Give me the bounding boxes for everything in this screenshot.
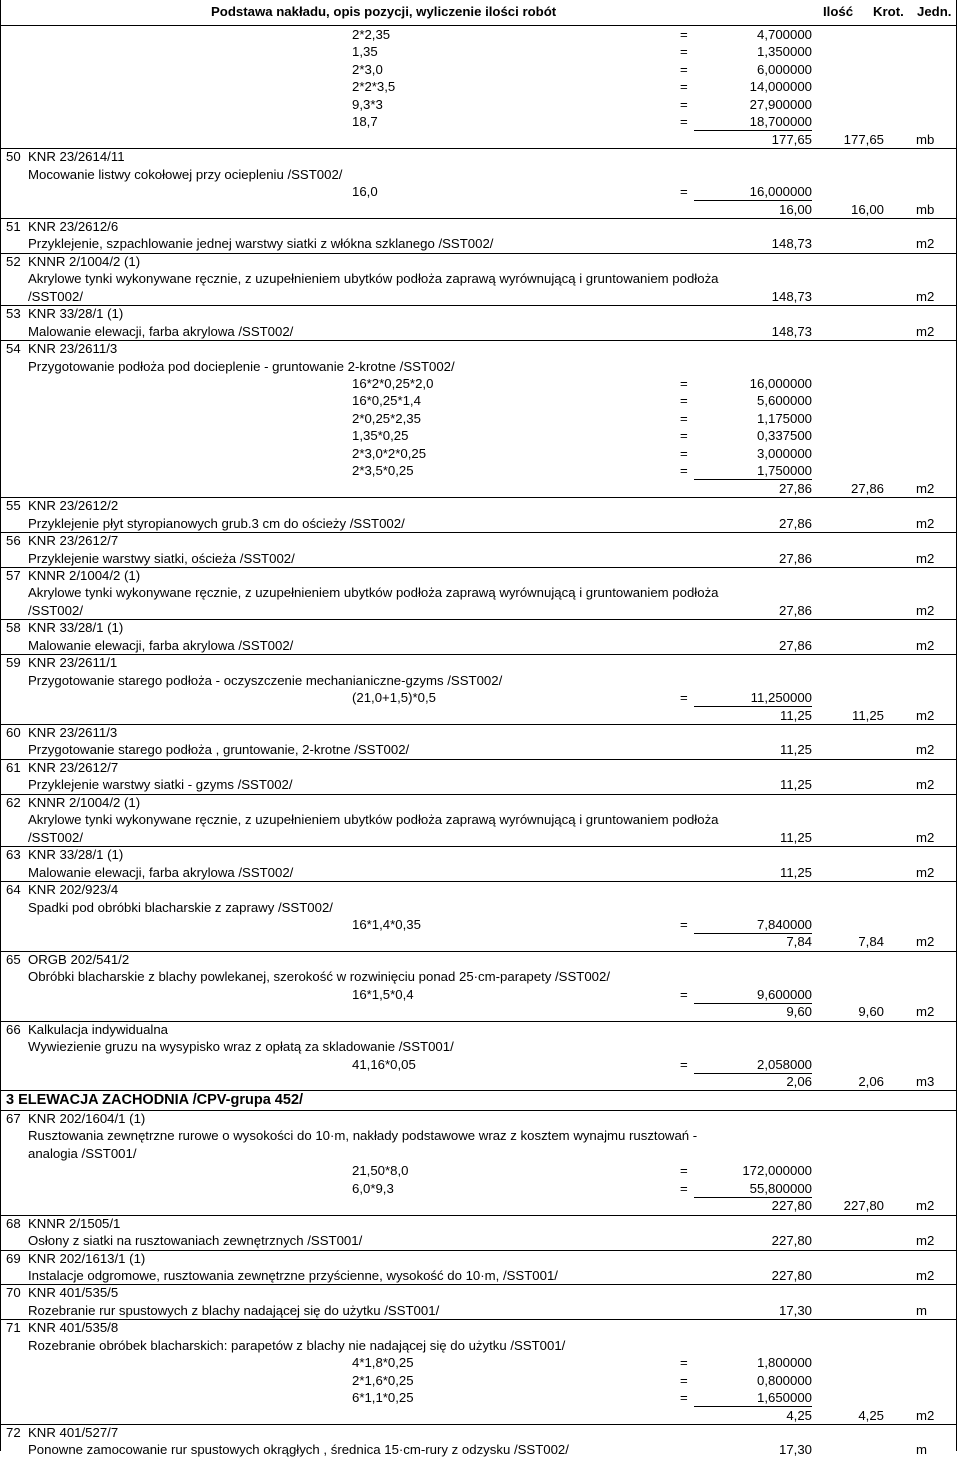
calc-value: 6,000000 xyxy=(756,61,812,77)
item-quantity: 27,86 xyxy=(778,550,812,566)
calc-value: 0,800000 xyxy=(756,1372,812,1388)
item-description: Przygotowanie starego podłoża - oczyszczenie mechanianiczne-gzyms /SST002/ xyxy=(28,672,503,688)
item-code: KNR 23/2612/2 xyxy=(28,498,119,514)
calc-equals: = xyxy=(680,445,688,461)
calc-equals: = xyxy=(680,1056,688,1072)
row-separator xyxy=(0,1424,957,1425)
calc-value: 16,000000 xyxy=(749,376,812,391)
item-quantity: 16,00 xyxy=(778,201,812,217)
item-unit: m2 xyxy=(916,864,935,880)
item-unit: m xyxy=(916,1302,927,1318)
calc-expression: 4*1,8*0,25 xyxy=(352,1355,414,1371)
item-unit: m3 xyxy=(916,1074,935,1089)
item-description-cont: /SST002/ xyxy=(28,829,83,845)
item-unit: m2 xyxy=(916,707,935,723)
calc-value: 55,800000 xyxy=(749,1180,812,1196)
row-separator xyxy=(0,724,957,725)
item-code: KNR 401/527/7 xyxy=(28,1425,119,1440)
item-code: KNR 23/2611/1 xyxy=(28,655,118,671)
row-separator xyxy=(0,654,957,655)
item-quantity: 11,25 xyxy=(779,777,812,793)
item-description: Przyklejenie warstwy siatki - gzyms /SST002/ xyxy=(28,777,293,793)
item-unit: m2 xyxy=(916,602,935,618)
item-number: 53 xyxy=(6,306,21,322)
item-quantity: 9,60 xyxy=(786,1004,812,1020)
item-description: Przygotowanie podłoża pod docieplenie - gruntowanie 2-krotne /SST002/ xyxy=(28,358,455,374)
item-unit: m2 xyxy=(916,480,935,496)
row-separator xyxy=(0,497,957,498)
calc-expression: 2*1,6*0,25 xyxy=(352,1372,414,1388)
item-code: KNR 401/535/5 xyxy=(28,1285,119,1301)
calc-expression: 16,0 xyxy=(352,184,378,200)
item-code: ORGB 202/541/2 xyxy=(28,951,130,967)
row-separator xyxy=(0,1319,957,1320)
item-unit: m2 xyxy=(916,515,935,531)
item-quantity: 148,73 xyxy=(771,236,812,252)
item-description: Malowanie elewacji, farba akrylowa /SST002/ xyxy=(28,864,294,880)
item-multiplier: 2,06 xyxy=(858,1074,884,1089)
calc-value: 0,337500 xyxy=(756,428,812,444)
calc-value: 1,650000 xyxy=(756,1390,812,1406)
item-unit: m2 xyxy=(916,550,935,566)
item-quantity: 227,80 xyxy=(771,1233,812,1249)
calc-equals: = xyxy=(680,1163,688,1179)
item-code: KNR 401/535/8 xyxy=(28,1320,119,1336)
calc-expression: 16*0,25*1,4 xyxy=(352,393,421,409)
item-description-cont: analogia /SST001/ xyxy=(28,1145,137,1161)
calc-equals: = xyxy=(680,690,688,706)
item-code: KNR 23/2611/3 xyxy=(28,725,118,740)
calc-equals: = xyxy=(680,393,688,409)
item-unit: m2 xyxy=(916,323,935,339)
item-number: 50 xyxy=(6,149,21,165)
row-separator xyxy=(0,340,957,341)
item-number: 56 xyxy=(6,533,21,549)
item-number: 70 xyxy=(6,1285,21,1301)
item-quantity: 177,65 xyxy=(771,131,812,147)
calc-equals: = xyxy=(680,1390,688,1406)
item-description: Spadki pod obróbki blacharskie z zaprawy /SST002/ xyxy=(28,899,333,915)
row-separator xyxy=(0,567,957,568)
item-unit: m2 xyxy=(916,742,935,758)
item-number: 60 xyxy=(6,725,21,740)
item-description: Osłony z siatki na rusztowaniach zewnętrznych /SST001/ xyxy=(28,1233,363,1249)
item-unit: m2 xyxy=(916,1004,935,1020)
item-description: Mocowanie listwy cokołowej przy ociepleniu /SST002/ xyxy=(28,166,343,182)
item-quantity: 4,25 xyxy=(786,1407,812,1423)
item-code: KNNR 2/1505/1 xyxy=(28,1215,121,1231)
item-multiplier: 227,80 xyxy=(843,1198,884,1214)
row-separator xyxy=(0,218,957,219)
item-number: 62 xyxy=(6,794,21,810)
item-number: 68 xyxy=(6,1215,21,1231)
calc-expression: 2*3,5*0,25 xyxy=(352,463,414,479)
item-number: 58 xyxy=(6,620,21,636)
item-code: KNNR 2/1004/2 (1) xyxy=(28,567,141,583)
header-description: Podstawa nakładu, opis pozycji, wyliczenie ilości robót xyxy=(211,4,557,19)
item-code: KNR 23/2611/3 xyxy=(28,341,118,357)
item-unit: mb xyxy=(916,201,935,217)
header-quantity: Ilość xyxy=(823,4,854,19)
item-unit: m2 xyxy=(916,1198,935,1214)
row-separator xyxy=(0,881,957,882)
item-number: 67 xyxy=(6,1110,21,1126)
calc-equals: = xyxy=(680,61,688,77)
item-quantity: 11,25 xyxy=(779,707,812,723)
calc-value: 172,000000 xyxy=(742,1163,812,1179)
item-quantity: 11,25 xyxy=(779,864,812,880)
item-description: Akrylowe tynki wykonywane ręcznie, z uzupełnieniem ubytków podłoża zaprawą wyrównującą i gruntowaniem podłoża xyxy=(28,585,719,601)
calc-expression: 41,16*0,05 xyxy=(352,1056,416,1072)
item-description: Przyklejenie płyt styropianowych grub.3 cm do ościeży /SST002/ xyxy=(28,515,405,531)
item-description: Obróbki blacharskie z blachy powlekanej, szerokość w rozwinięciu ponad 25·cm-parapety /SST002/ xyxy=(28,969,610,985)
item-unit: m2 xyxy=(916,1407,935,1423)
row-separator xyxy=(0,532,957,533)
calc-value: 5,600000 xyxy=(756,393,812,409)
item-code: KNR 202/1613/1 (1) xyxy=(28,1250,146,1266)
calc-expression: 6,0*9,3 xyxy=(352,1180,394,1196)
item-quantity: 7,84 xyxy=(786,934,812,950)
item-quantity: 148,73 xyxy=(771,323,812,339)
calc-expression: (21,0+1,5)*0,5 xyxy=(352,690,436,706)
calc-value: 16,000000 xyxy=(749,184,812,200)
item-description: Ponowne zamocowanie rur spustowych okrągłych , średnica 15·cm-rury z odzysku /SST002/ xyxy=(28,1442,569,1457)
calc-value: 4,700000 xyxy=(756,27,812,42)
item-code: Kalkulacja indywidualna xyxy=(28,1021,169,1037)
calc-value: 1,350000 xyxy=(756,44,812,60)
section-title: 3 ELEWACJA ZACHODNIA /CPV-grupa 452/ xyxy=(6,1092,304,1109)
item-unit: m2 xyxy=(916,1233,935,1249)
calc-value: 1,750000 xyxy=(756,463,812,479)
item-code: KNR 33/28/1 (1) xyxy=(28,847,124,863)
calc-equals: = xyxy=(680,1180,688,1196)
item-multiplier: 4,25 xyxy=(858,1407,884,1423)
item-quantity: 148,73 xyxy=(771,288,812,304)
row-separator xyxy=(0,1215,957,1216)
calc-value: 2,058000 xyxy=(756,1056,812,1072)
table-header xyxy=(0,0,957,26)
item-description: Instalacje odgromowe, rusztowania zewnętrzne przyścienne, wysokość do 10·m, /SST001/ xyxy=(28,1267,558,1283)
calc-value: 9,600000 xyxy=(756,986,812,1002)
item-multiplier: 27,86 xyxy=(850,480,884,496)
row-separator xyxy=(0,794,957,795)
item-multiplier: 16,00 xyxy=(850,201,884,217)
item-unit: m xyxy=(916,1442,927,1457)
item-number: 65 xyxy=(6,951,21,967)
calc-equals: = xyxy=(680,463,688,479)
calc-expression: 16*1,5*0,4 xyxy=(352,986,414,1002)
item-description: Przyklejenie, szpachlowanie jednej warstwy siatki z włókna szklanego /SST002/ xyxy=(28,236,494,252)
item-multiplier: 7,84 xyxy=(858,934,884,950)
item-multiplier: 9,60 xyxy=(858,1004,884,1020)
item-quantity: 227,80 xyxy=(771,1198,812,1214)
item-unit: m2 xyxy=(916,934,935,950)
calc-expression: 18,7 xyxy=(352,114,378,130)
calc-expression: 1,35*0,25 xyxy=(352,428,409,444)
calc-value: 18,700000 xyxy=(749,114,812,130)
row-separator xyxy=(0,148,957,149)
item-description: Rozebranie obróbek blacharskich: parapetów z blachy nie nadającej się do użytku /SST001/ xyxy=(28,1337,566,1353)
item-number: 54 xyxy=(6,341,21,357)
item-code: KNNR 2/1004/2 (1) xyxy=(28,253,141,269)
item-description: Malowanie elewacji, farba akrylowa /SST002/ xyxy=(28,323,294,339)
calc-equals: = xyxy=(680,376,688,391)
item-description: Przyklejenie warstwy siatki, ościeża /SST002/ xyxy=(28,550,295,566)
item-code: KNR 23/2612/6 xyxy=(28,218,119,234)
item-number: 57 xyxy=(6,567,21,583)
calc-expression: 16*2*0,25*2,0 xyxy=(352,376,434,391)
item-number: 66 xyxy=(6,1021,21,1037)
calc-equals: = xyxy=(680,27,688,42)
item-quantity: 27,86 xyxy=(778,515,812,531)
calc-expression: 2*3,0 xyxy=(352,61,383,77)
item-quantity: 27,86 xyxy=(778,602,812,618)
calc-equals: = xyxy=(680,986,688,1002)
item-number: 71 xyxy=(6,1320,21,1336)
item-unit: m2 xyxy=(916,829,935,845)
item-description: Malowanie elewacji, farba akrylowa /SST002/ xyxy=(28,637,294,653)
calc-expression: 2*3,0*2*0,25 xyxy=(352,445,427,461)
header-unit: Jedn. xyxy=(917,4,952,19)
item-code: KNR 33/28/1 (1) xyxy=(28,306,124,322)
row-separator xyxy=(0,759,957,760)
calc-equals: = xyxy=(680,428,688,444)
row-separator xyxy=(0,1284,957,1285)
item-unit: m2 xyxy=(916,777,935,793)
item-unit: m2 xyxy=(916,1267,935,1283)
item-code: KNR 202/923/4 xyxy=(28,882,119,898)
item-description: Wywiezienie gruzu na wysypisko wraz z opłatą za skladowanie /SST001/ xyxy=(28,1039,454,1055)
calc-expression: 2*2*3,5 xyxy=(352,79,396,95)
calc-expression: 9,3*3 xyxy=(352,96,383,112)
item-description: Akrylowe tynki wykonywane ręcznie, z uzupełnieniem ubytków podłoża zaprawą wyrównującą i gruntowaniem podłoża xyxy=(28,271,719,287)
calc-value: 7,840000 xyxy=(756,916,812,932)
calc-expression: 1,35 xyxy=(352,44,378,60)
item-number: 51 xyxy=(6,218,21,234)
item-number: 59 xyxy=(6,655,21,671)
item-description-cont: /SST002/ xyxy=(28,602,83,618)
row-separator xyxy=(0,253,957,254)
calc-equals: = xyxy=(680,410,688,426)
item-multiplier: 11,25 xyxy=(851,707,884,723)
item-number: 63 xyxy=(6,847,21,863)
item-code: KNR 33/28/1 (1) xyxy=(28,620,124,636)
calc-equals: = xyxy=(680,1372,688,1388)
calc-expression: 2*2,35 xyxy=(352,27,391,42)
item-number: 55 xyxy=(6,498,21,514)
calc-expression: 16*1,4*0,35 xyxy=(352,916,421,932)
item-number: 69 xyxy=(6,1250,21,1266)
item-code: KNR 23/2612/7 xyxy=(28,533,119,549)
calc-equals: = xyxy=(680,44,688,60)
item-description: Przygotowanie starego podłoża , gruntowanie, 2-krotne /SST002/ xyxy=(28,742,410,758)
row-separator xyxy=(0,951,957,952)
calc-value: 1,175000 xyxy=(756,410,812,426)
item-description: Rozebranie rur spustowych z blachy nadającej się do użytku /SST001/ xyxy=(28,1302,440,1318)
calc-equals: = xyxy=(680,114,688,130)
calc-equals: = xyxy=(680,96,688,112)
calc-equals: = xyxy=(680,1355,688,1371)
item-description-cont: /SST002/ xyxy=(28,288,83,304)
calc-value: 11,250000 xyxy=(750,690,812,706)
item-number: 64 xyxy=(6,882,21,898)
row-separator xyxy=(0,1090,957,1091)
item-code: KNR 202/1604/1 (1) xyxy=(28,1110,146,1126)
item-unit: m2 xyxy=(916,236,935,252)
item-multiplier: 177,65 xyxy=(843,131,884,147)
item-unit: m2 xyxy=(916,637,935,653)
item-code: KNR 23/2612/7 xyxy=(28,759,119,775)
header-multiplier: Krot. xyxy=(873,4,904,19)
calc-value: 14,000000 xyxy=(749,79,812,95)
calc-value: 1,800000 xyxy=(756,1355,812,1371)
item-code: KNR 23/2614/11 xyxy=(28,149,125,165)
item-number: 61 xyxy=(6,759,21,775)
calc-value: 3,000000 xyxy=(756,445,812,461)
calc-expression: 2*0,25*2,35 xyxy=(352,410,421,426)
row-separator xyxy=(0,846,957,847)
item-number: 72 xyxy=(6,1425,21,1440)
item-code: KNNR 2/1004/2 (1) xyxy=(28,794,141,810)
item-unit: mb xyxy=(916,131,935,147)
item-number: 52 xyxy=(6,253,21,269)
row-separator xyxy=(0,305,957,306)
item-quantity: 17,30 xyxy=(778,1442,812,1457)
item-quantity: 27,86 xyxy=(778,637,812,653)
calc-expression: 6*1,1*0,25 xyxy=(352,1390,414,1406)
calc-expression: 21,50*8,0 xyxy=(352,1163,409,1179)
item-unit: m2 xyxy=(916,288,935,304)
item-quantity: 11,25 xyxy=(779,829,812,845)
item-quantity: 2,06 xyxy=(786,1074,812,1089)
calc-equals: = xyxy=(680,79,688,95)
item-quantity: 227,80 xyxy=(771,1267,812,1283)
item-quantity: 17,30 xyxy=(778,1302,812,1318)
calc-equals: = xyxy=(680,184,688,200)
row-separator xyxy=(0,619,957,620)
item-description: Rusztowania zewnętrzne rurowe o wysokości do 10·m, nakłady podstawowe wraz z kosztem wynajmu rusztowań - xyxy=(28,1128,698,1144)
calc-equals: = xyxy=(680,916,688,932)
item-quantity: 27,86 xyxy=(778,480,812,496)
item-description: Akrylowe tynki wykonywane ręcznie, z uzupełnieniem ubytków podłoża zaprawą wyrównującą i gruntowaniem podłoża xyxy=(28,812,719,828)
calc-value: 27,900000 xyxy=(749,96,812,112)
item-quantity: 11,25 xyxy=(779,742,812,758)
